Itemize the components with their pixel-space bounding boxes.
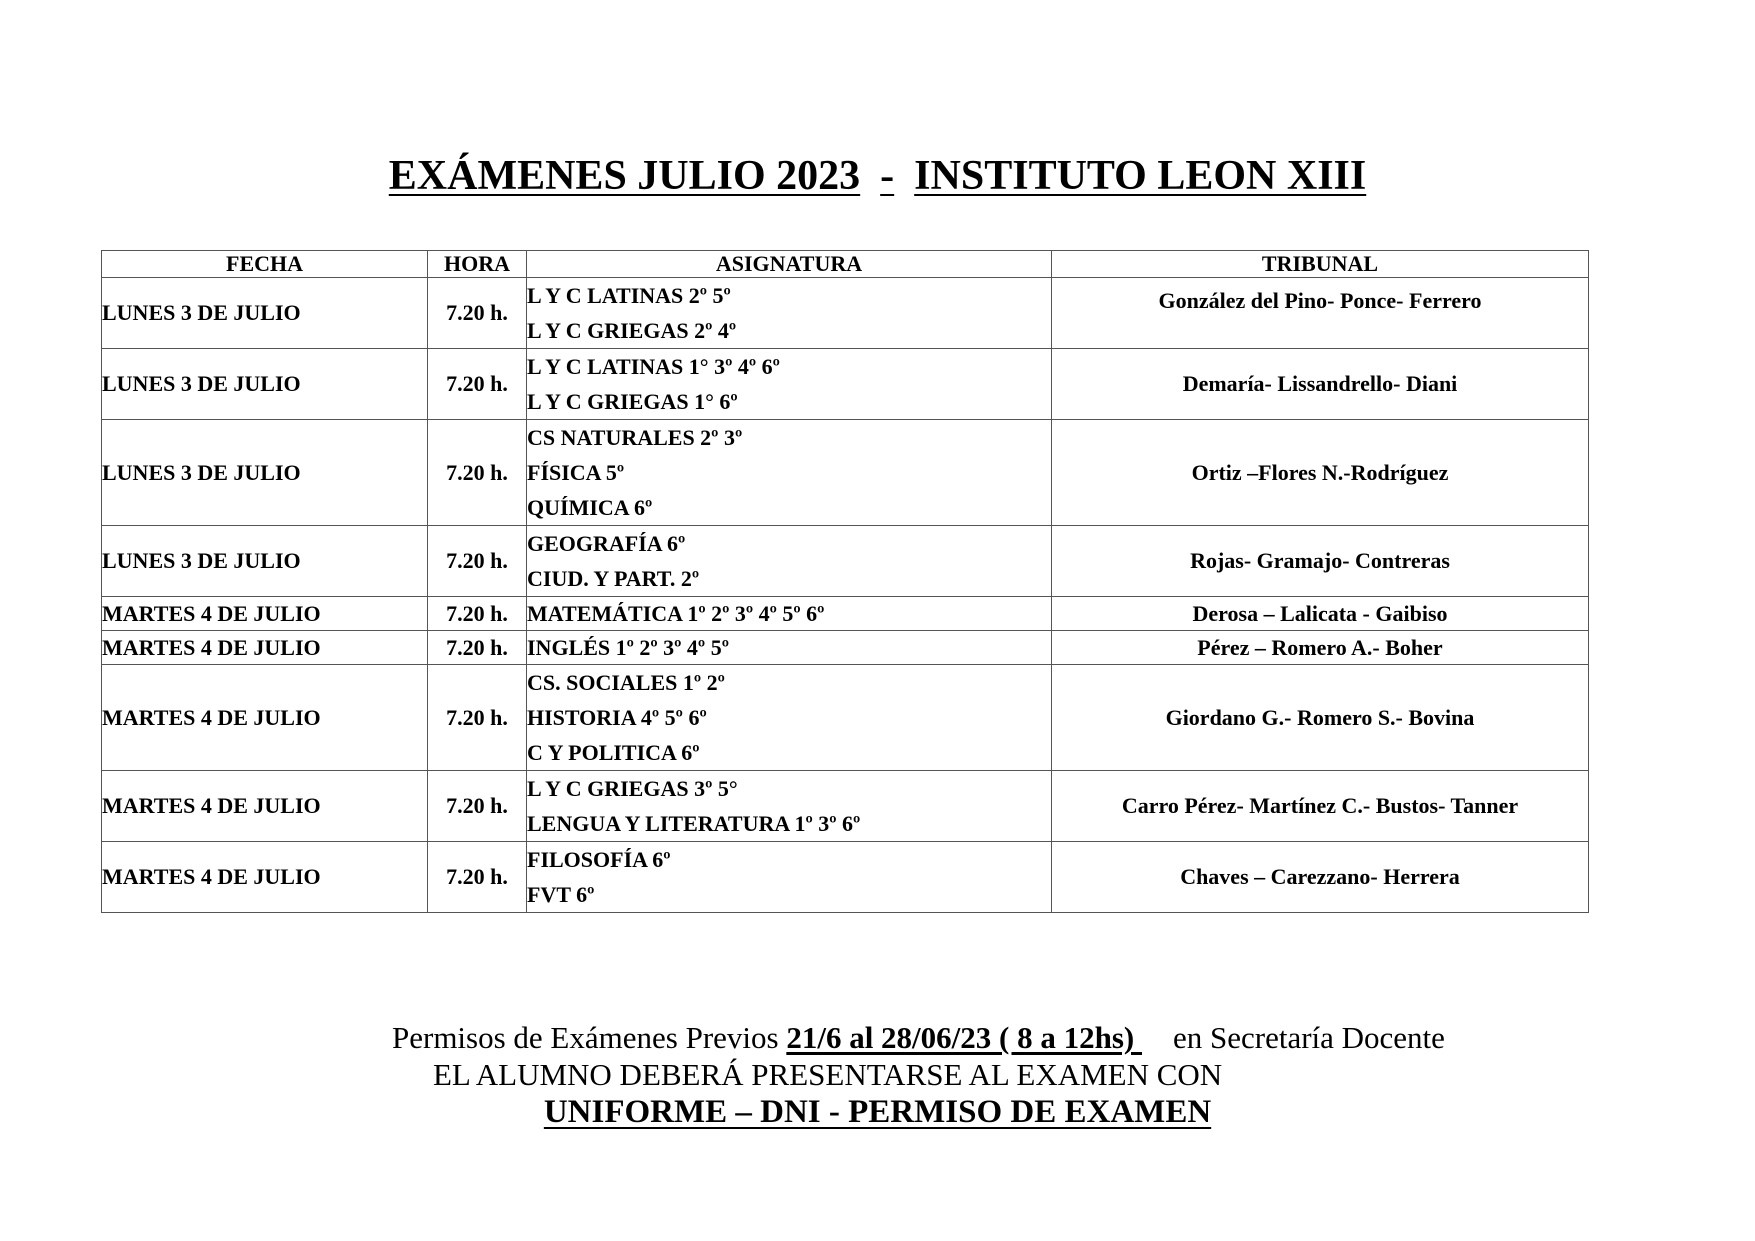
student-notice: EL ALUMNO DEBERÁ PRESENTARSE AL EXAMEN CON xyxy=(433,1057,1223,1092)
cell-asignatura xyxy=(527,771,1052,842)
header-asignatura: ASIGNATURA xyxy=(527,251,1052,278)
title-separator: - xyxy=(880,153,895,199)
table-row xyxy=(102,349,1589,420)
cell-asignatura xyxy=(527,631,1052,665)
asignatura-line: FILOSOFÍA 6º xyxy=(527,847,671,872)
asignatura-line: MATEMÁTICA 1º 2º 3º 4º 5º 6º xyxy=(527,601,825,626)
cell-hora: 7.20 h. xyxy=(428,278,527,349)
cell-fecha: MARTES 4 DE JULIO xyxy=(102,665,428,771)
page-title xyxy=(0,152,1755,200)
cell-fecha: MARTES 4 DE JULIO xyxy=(102,771,428,842)
cell-fecha: LUNES 3 DE JULIO xyxy=(102,349,428,420)
header-tribunal: TRIBUNAL xyxy=(1052,251,1589,278)
cell-fecha: MARTES 4 DE JULIO xyxy=(102,842,428,913)
cell-hora: 7.20 h. xyxy=(428,526,527,597)
asignatura-line: FVT 6º xyxy=(527,882,595,907)
table-row xyxy=(102,842,1589,913)
asignatura-line: L Y C LATINAS 1° 3º 4º 6º xyxy=(527,354,780,379)
asignatura-line: L Y C GRIEGAS 3º 5° xyxy=(527,776,738,801)
asignatura-line: C Y POLITICA 6º xyxy=(527,740,700,765)
cell-fecha: LUNES 3 DE JULIO xyxy=(102,420,428,526)
asignatura-line: L Y C GRIEGAS 2º 4º xyxy=(527,318,737,343)
requirements-text: UNIFORME – DNI - PERMISO DE EXAMEN xyxy=(543,1094,1212,1130)
header-fecha: FECHA xyxy=(102,251,428,278)
table-row xyxy=(102,771,1589,842)
cell-asignatura xyxy=(527,597,1052,631)
cell-fecha: LUNES 3 DE JULIO xyxy=(102,526,428,597)
table-row xyxy=(102,526,1589,597)
cell-hora: 7.20 h. xyxy=(428,665,527,771)
permits-location: en Secretaría Docente xyxy=(1141,1020,1445,1055)
cell-asignatura xyxy=(527,665,1052,771)
asignatura-line: GEOGRAFÍA 6º xyxy=(527,531,686,556)
table-row xyxy=(102,597,1589,631)
cell-hora: 7.20 h. xyxy=(428,420,527,526)
cell-tribunal: Chaves – Carezzano- Herrera xyxy=(1052,842,1589,913)
cell-hora: 7.20 h. xyxy=(428,349,527,420)
asignatura-line: L Y C GRIEGAS 1° 6º xyxy=(527,389,738,414)
cell-tribunal: Derosa – Lalicata - Gaibiso xyxy=(1052,597,1589,631)
header-hora: HORA xyxy=(428,251,527,278)
cell-fecha: LUNES 3 DE JULIO xyxy=(102,278,428,349)
cell-asignatura xyxy=(527,420,1052,526)
cell-hora: 7.20 h. xyxy=(428,631,527,665)
table-row xyxy=(102,278,1589,349)
asignatura-line: INGLÉS 1º 2º 3º 4º 5º xyxy=(527,635,729,660)
table-row xyxy=(102,631,1589,665)
asignatura-line: CIUD. Y PART. 2º xyxy=(527,566,700,591)
asignatura-line: QUÍMICA 6º xyxy=(527,495,653,520)
cell-tribunal: Rojas- Gramajo- Contreras xyxy=(1052,526,1589,597)
permits-notice-text: Permisos de Exámenes Previos xyxy=(392,1020,787,1055)
cell-tribunal: Demaría- Lissandrello- Diani xyxy=(1052,349,1589,420)
cell-tribunal: González del Pino- Ponce- Ferrero xyxy=(1052,278,1589,349)
cell-tribunal: Carro Pérez- Martínez C.- Bustos- Tanner xyxy=(1052,771,1589,842)
title-right: INSTITUTO LEON XIII xyxy=(914,153,1367,199)
permits-notice xyxy=(392,1020,1445,1056)
asignatura-line: CS NATURALES 2º 3º xyxy=(527,425,743,450)
cell-asignatura xyxy=(527,842,1052,913)
cell-hora: 7.20 h. xyxy=(428,597,527,631)
asignatura-line: L Y C LATINAS 2º 5º xyxy=(527,283,731,308)
cell-asignatura xyxy=(527,526,1052,597)
table-row xyxy=(102,665,1589,771)
asignatura-line: LENGUA Y LITERATURA 1º 3º 6º xyxy=(527,811,861,836)
requirements-notice xyxy=(0,1094,1755,1131)
asignatura-line: CS. SOCIALES 1º 2º xyxy=(527,670,725,695)
cell-asignatura xyxy=(527,278,1052,349)
table-body xyxy=(102,278,1589,913)
title-left: EXÁMENES JULIO 2023 xyxy=(388,153,861,199)
cell-tribunal: Giordano G.- Romero S.- Bovina xyxy=(1052,665,1589,771)
permits-dates: 21/6 al 28/06/23 ( 8 a 12hs) xyxy=(786,1020,1142,1055)
cell-hora: 7.20 h. xyxy=(428,771,527,842)
cell-tribunal: Ortiz –Flores N.-Rodríguez xyxy=(1052,420,1589,526)
cell-hora: 7.20 h. xyxy=(428,842,527,913)
cell-asignatura xyxy=(527,349,1052,420)
table-header-row xyxy=(102,251,1589,278)
exam-schedule-table xyxy=(101,250,1589,913)
cell-tribunal: Pérez – Romero A.- Boher xyxy=(1052,631,1589,665)
cell-fecha: MARTES 4 DE JULIO xyxy=(102,597,428,631)
asignatura-line: HISTORIA 4º 5º 6º xyxy=(527,705,707,730)
table-row xyxy=(102,420,1589,526)
asignatura-line: FÍSICA 5º xyxy=(527,460,625,485)
cell-fecha: MARTES 4 DE JULIO xyxy=(102,631,428,665)
